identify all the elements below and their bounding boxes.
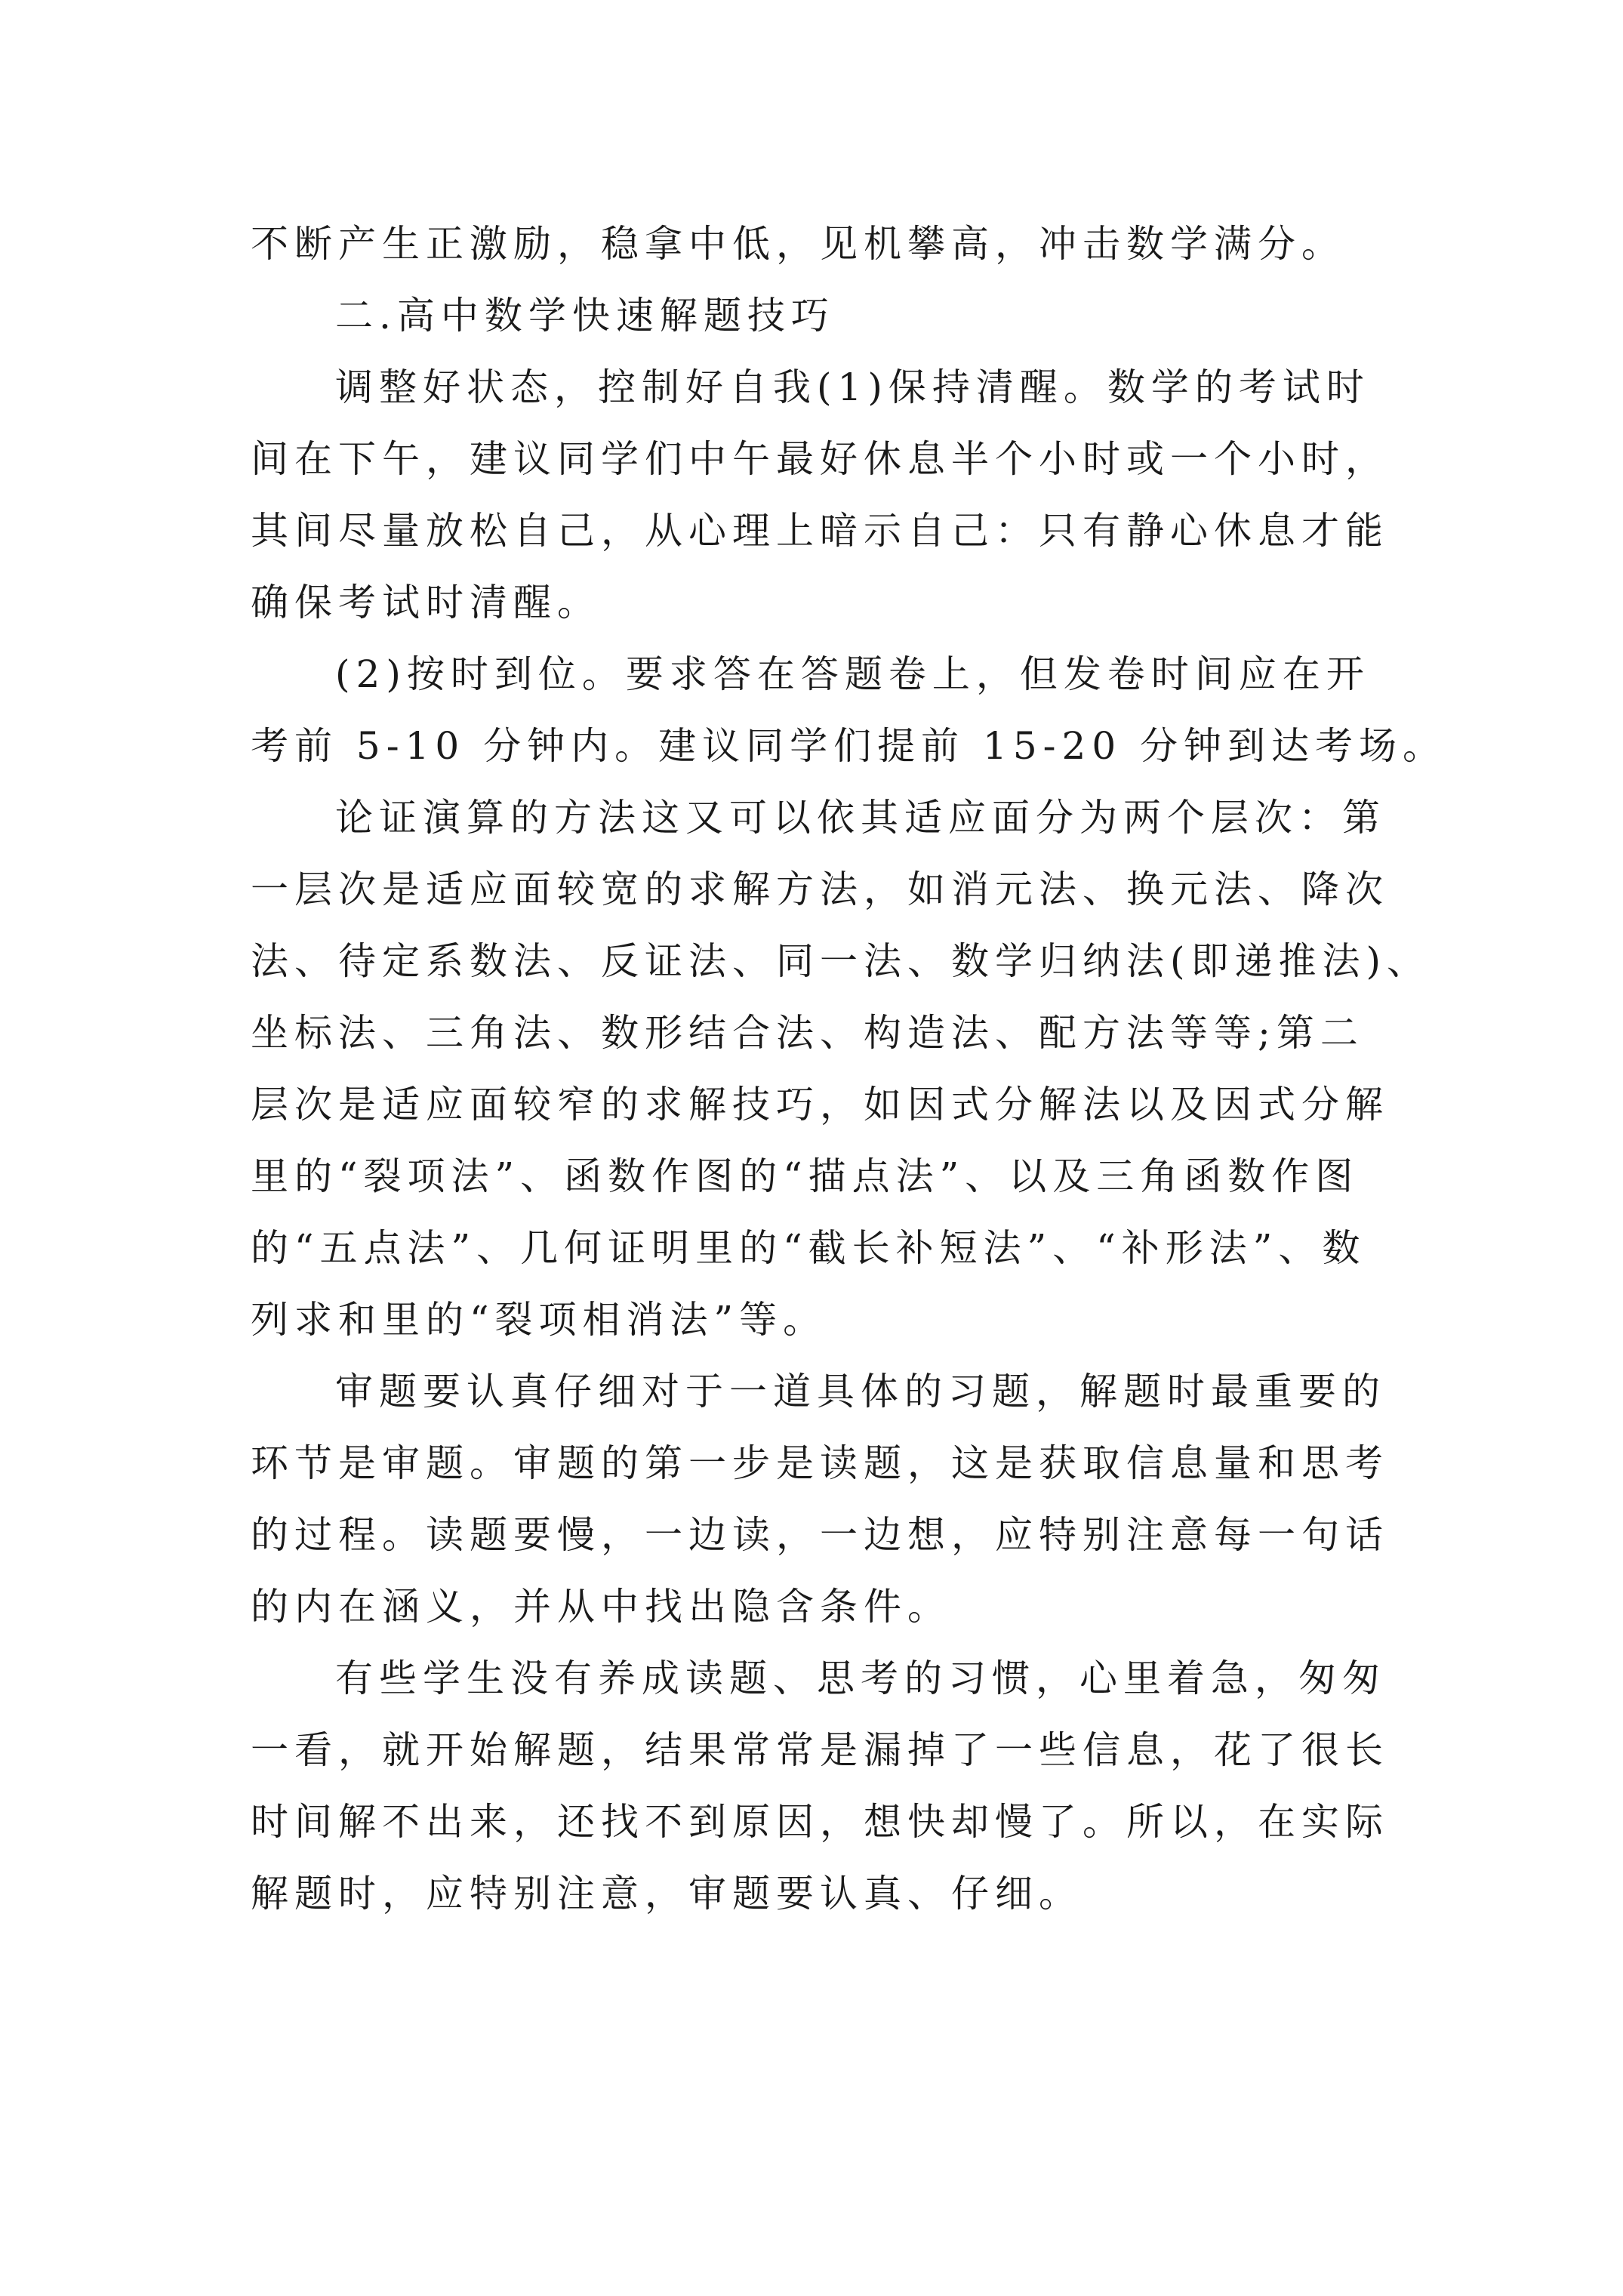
document-body [251, 208, 1447, 1930]
paragraph-line: (2)按时到位。要求答在答题卷上，但发卷时间应在开 [335, 652, 1370, 696]
paragraph-line: 里的“裂项法”、函数作图的“描点法”、以及三角函数作图 [251, 1154, 1360, 1198]
paragraph-line: 调整好状态，控制好自我(1)保持清醒。数学的考试时 [335, 365, 1370, 409]
paragraph-line: 解题时，应特别注意，审题要认真、仔细。 [251, 1872, 1083, 1915]
paragraph-line: 的内在涵义，并从中找出隐含条件。 [251, 1585, 951, 1629]
paragraph-line: 一看，就开始解题，结果常常是漏掉了一些信息，花了很长 [251, 1728, 1389, 1772]
paragraph-line: 层次是适应面较窄的求解技巧，如因式分解法以及因式分解 [251, 1083, 1389, 1126]
paragraph-line: 有些学生没有养成读题、思考的习惯，心里着急，匆匆 [335, 1657, 1386, 1700]
paragraph-line: 坐标法、三角法、数形结合法、构造法、配方法等等;第二 [251, 1011, 1364, 1055]
paragraph-line: 法、待定系数法、反证法、同一法、数学归纳法(即递推法)、 [251, 939, 1431, 983]
paragraph-line: 一层次是适应面较宽的求解方法，如消元法、换元法、降次 [251, 868, 1389, 911]
paragraph-line: 的“五点法”、几何证明里的“截长补短法”、“补形法”、数 [251, 1226, 1366, 1270]
paragraph-line: 其间尽量放松自己，从心理上暗示自己：只有静心休息才能 [251, 509, 1389, 553]
paragraph-line: 列求和里的“裂项相消法”等。 [251, 1298, 827, 1342]
paragraph-line: 考前 5-10 分钟内。建议同学们提前 15-20 分钟到达考场。 [251, 724, 1447, 768]
paragraph-line: 的过程。读题要慢，一边读，一边想，应特别注意每一句话 [251, 1513, 1389, 1557]
paragraph-line: 论证演算的方法这又可以依其适应面分为两个层次：第 [335, 796, 1386, 840]
paragraph-line: 不断产生正激励，稳拿中低，见机攀高，冲击数学满分。 [251, 222, 1345, 266]
paragraph-line: 确保考试时清醒。 [251, 581, 601, 624]
paragraph-line: 环节是审题。审题的第一步是读题，这是获取信息量和思考 [251, 1441, 1389, 1485]
section-heading: 二.高中数学快速解题技巧 [335, 294, 835, 337]
paragraph-line: 间在下午，建议同学们中午最好休息半个小时或一个小时， [251, 437, 1389, 481]
paragraph-line: 时间解不出来，还找不到原因，想快却慢了。所以，在实际 [251, 1800, 1389, 1844]
paragraph-line: 审题要认真仔细对于一道具体的习题，解题时最重要的 [335, 1370, 1386, 1413]
